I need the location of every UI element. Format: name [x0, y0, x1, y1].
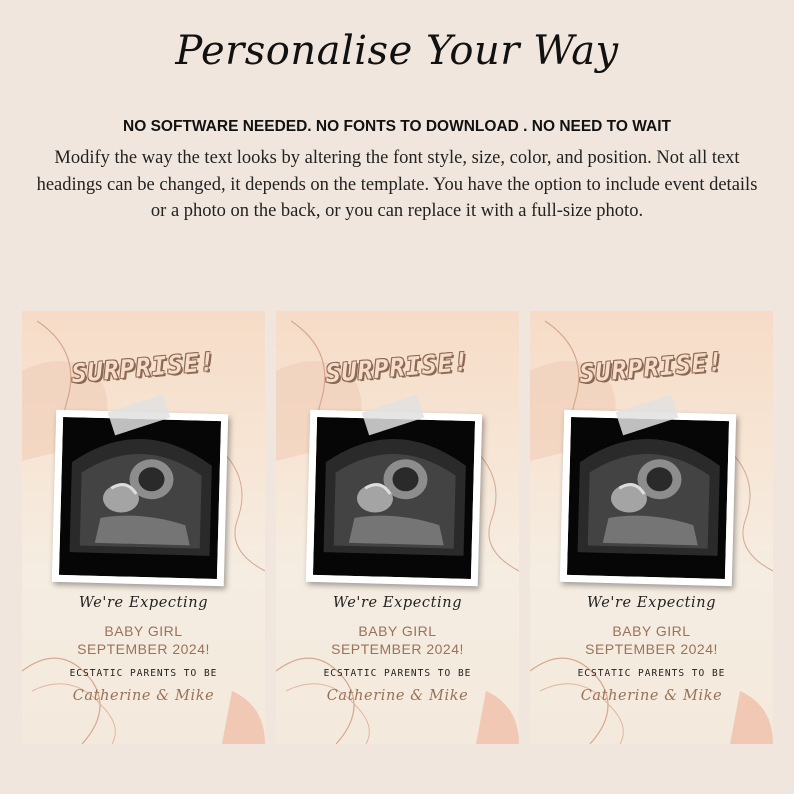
- expecting-text: We're Expecting: [78, 595, 209, 611]
- baby-announcement: [276, 622, 519, 658]
- due-date: SEPTEMBER 2024!: [331, 641, 464, 657]
- baby-gender: BABY GIRL: [612, 623, 691, 639]
- due-date: SEPTEMBER 2024!: [585, 641, 718, 657]
- parents-label: ECSTATIC PARENTS TO BE: [323, 668, 472, 679]
- headline: NO SOFTWARE NEEDED. NO FONTS TO DOWNLOAD . NO NEED TO WAIT: [123, 118, 671, 135]
- ultrasound-photo: [52, 410, 228, 586]
- card-gallery: [0, 311, 794, 744]
- invitation-card-3: [530, 311, 773, 744]
- surprise-heading: SURPRISE!: [324, 346, 471, 389]
- surprise-heading: SURPRISE!: [578, 346, 725, 389]
- ultrasound-photo: [306, 410, 482, 586]
- expecting-text: We're Expecting: [586, 595, 717, 611]
- baby-announcement: [22, 622, 265, 658]
- surprise-heading: SURPRISE!: [70, 346, 217, 389]
- invitation-card-2: [276, 311, 519, 744]
- parent-names: Catherine & Mike: [326, 688, 469, 704]
- due-date: SEPTEMBER 2024!: [77, 641, 210, 657]
- parents-label: ECSTATIC PARENTS TO BE: [69, 668, 218, 679]
- description: Modify the way the text looks by altering the font style, size, color, and position. Not all text headings can be changed, it depends on the template. You have the option to include event details or a photo on the back, or you can replace it with a full-size photo.: [36, 148, 758, 221]
- ultrasound-photo: [560, 410, 736, 586]
- page-title: Personalise Your Way: [175, 28, 619, 74]
- parents-label: ECSTATIC PARENTS TO BE: [577, 668, 726, 679]
- invitation-card-1: [22, 311, 265, 744]
- baby-announcement: [530, 622, 773, 658]
- baby-gender: BABY GIRL: [104, 623, 183, 639]
- parent-names: Catherine & Mike: [72, 688, 215, 704]
- expecting-text: We're Expecting: [332, 595, 463, 611]
- parent-names: Catherine & Mike: [580, 688, 723, 704]
- baby-gender: BABY GIRL: [358, 623, 437, 639]
